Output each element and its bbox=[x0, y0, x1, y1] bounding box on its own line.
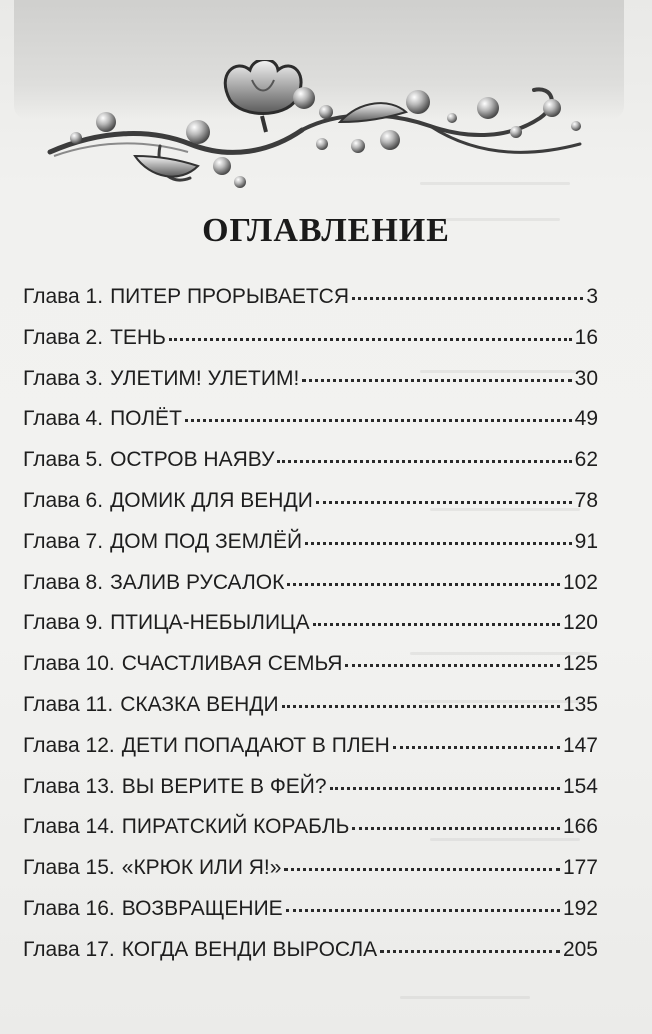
dot-leader bbox=[305, 542, 572, 545]
page-number: 120 bbox=[562, 611, 598, 635]
chapter-number: Глава 10. bbox=[23, 652, 115, 676]
toc-entry bbox=[23, 569, 598, 610]
chapter-title: ВОЗВРАЩЕНИЕ bbox=[121, 896, 283, 920]
chapter-title: СКАЗКА ВЕНДИ bbox=[120, 692, 279, 716]
floral-swirl-with-pearls-icon bbox=[40, 60, 600, 200]
table-of-contents bbox=[23, 283, 598, 977]
page-number: 30 bbox=[574, 366, 598, 390]
toc-entry bbox=[23, 487, 598, 528]
page-number: 192 bbox=[562, 896, 598, 920]
page-number: 49 bbox=[574, 407, 598, 431]
page-number: 16 bbox=[574, 325, 598, 349]
toc-entry bbox=[23, 650, 598, 691]
page-number: 205 bbox=[562, 937, 598, 961]
toc-entry bbox=[23, 528, 598, 569]
chapter-title: ПИРАТСКИЙ КОРАБЛЬ bbox=[121, 815, 350, 839]
chapter-number: Глава 16. bbox=[23, 896, 115, 920]
chapter-number: Глава 12. bbox=[23, 733, 115, 757]
chapter-title: СЧАСТЛИВАЯ СЕМЬЯ bbox=[121, 652, 343, 676]
page-number: 102 bbox=[562, 570, 598, 594]
chapter-number: Глава 17. bbox=[23, 937, 115, 961]
chapter-title: ПИТЕР ПРОРЫВАЕТСЯ bbox=[110, 285, 349, 308]
page-number: 166 bbox=[562, 815, 598, 839]
chapter-number: Глава 1. bbox=[23, 285, 104, 308]
toc-entry bbox=[23, 324, 598, 365]
toc-entry bbox=[23, 446, 598, 487]
dot-leader bbox=[380, 950, 560, 953]
page-number: 125 bbox=[562, 652, 598, 676]
chapter-title: ПОЛЁТ bbox=[110, 407, 182, 431]
dot-leader bbox=[345, 664, 559, 667]
page-number: 91 bbox=[574, 529, 598, 553]
dot-leader bbox=[286, 909, 560, 912]
chapter-title: ДОМ ПОД ЗЕМЛЁЙ bbox=[110, 529, 303, 553]
toc-entry bbox=[23, 936, 598, 977]
chapter-title: КОГДА ВЕНДИ ВЫРОСЛА bbox=[121, 937, 378, 961]
dot-leader bbox=[185, 419, 572, 422]
toc-entry bbox=[23, 405, 598, 446]
chapter-title: ДЕТИ ПОПАДАЮТ В ПЛЕН bbox=[121, 733, 390, 757]
chapter-number: Глава 8. bbox=[23, 570, 104, 594]
chapter-number: Глава 7. bbox=[23, 529, 104, 553]
page-number: 177 bbox=[562, 856, 598, 880]
chapter-title: ЗАЛИВ РУСАЛОК bbox=[110, 570, 285, 594]
page-number: 154 bbox=[562, 774, 598, 798]
toc-heading: ОГЛАВЛЕНИЕ bbox=[202, 212, 450, 249]
chapter-title: ТЕНЬ bbox=[110, 325, 166, 349]
toc-entry bbox=[23, 854, 598, 895]
chapter-number: Глава 5. bbox=[23, 448, 104, 472]
dot-leader bbox=[393, 746, 560, 749]
dot-leader bbox=[302, 379, 571, 382]
chapter-title: УЛЕТИМ! УЛЕТИМ! bbox=[110, 366, 300, 390]
chapter-title: ДОМИК ДЛЯ ВЕНДИ bbox=[110, 488, 313, 512]
chapter-title: ВЫ ВЕРИТЕ В ФЕЙ? bbox=[121, 774, 327, 798]
dot-leader bbox=[284, 868, 560, 871]
page-number: 3 bbox=[586, 285, 598, 308]
page-number: 78 bbox=[574, 488, 598, 512]
chapter-number: Глава 2. bbox=[23, 325, 104, 349]
chapter-number: Глава 15. bbox=[23, 856, 115, 880]
dot-leader bbox=[282, 705, 560, 708]
dot-leader bbox=[313, 623, 560, 626]
chapter-number: Глава 11. bbox=[23, 692, 114, 716]
toc-entry bbox=[23, 365, 598, 406]
chapter-number: Глава 13. bbox=[23, 774, 115, 798]
toc-entry bbox=[23, 813, 598, 854]
chapter-number: Глава 6. bbox=[23, 488, 104, 512]
chapter-number: Глава 4. bbox=[23, 407, 104, 431]
toc-entry bbox=[23, 609, 598, 650]
page-number: 62 bbox=[574, 448, 598, 472]
dot-leader bbox=[316, 501, 572, 504]
toc-entry bbox=[23, 691, 598, 732]
dot-leader bbox=[352, 297, 583, 300]
dot-leader bbox=[287, 583, 560, 586]
chapter-number: Глава 3. bbox=[23, 366, 104, 390]
dot-leader bbox=[330, 787, 560, 790]
toc-entry bbox=[23, 773, 598, 814]
toc-entry bbox=[23, 895, 598, 936]
chapter-title: ПТИЦА-НЕБЫЛИЦА bbox=[110, 611, 310, 635]
chapter-number: Глава 14. bbox=[23, 815, 115, 839]
toc-entry bbox=[23, 732, 598, 773]
page-number: 135 bbox=[562, 692, 598, 716]
dot-leader bbox=[169, 338, 572, 341]
chapter-number: Глава 9. bbox=[23, 611, 104, 635]
chapter-title: ОСТРОВ НАЯВУ bbox=[110, 448, 275, 472]
chapter-title: «КРЮК ИЛИ Я!» bbox=[121, 856, 282, 880]
page-number: 147 bbox=[562, 733, 598, 757]
dot-leader bbox=[277, 460, 571, 463]
toc-entry bbox=[23, 283, 598, 324]
dot-leader bbox=[352, 827, 559, 830]
